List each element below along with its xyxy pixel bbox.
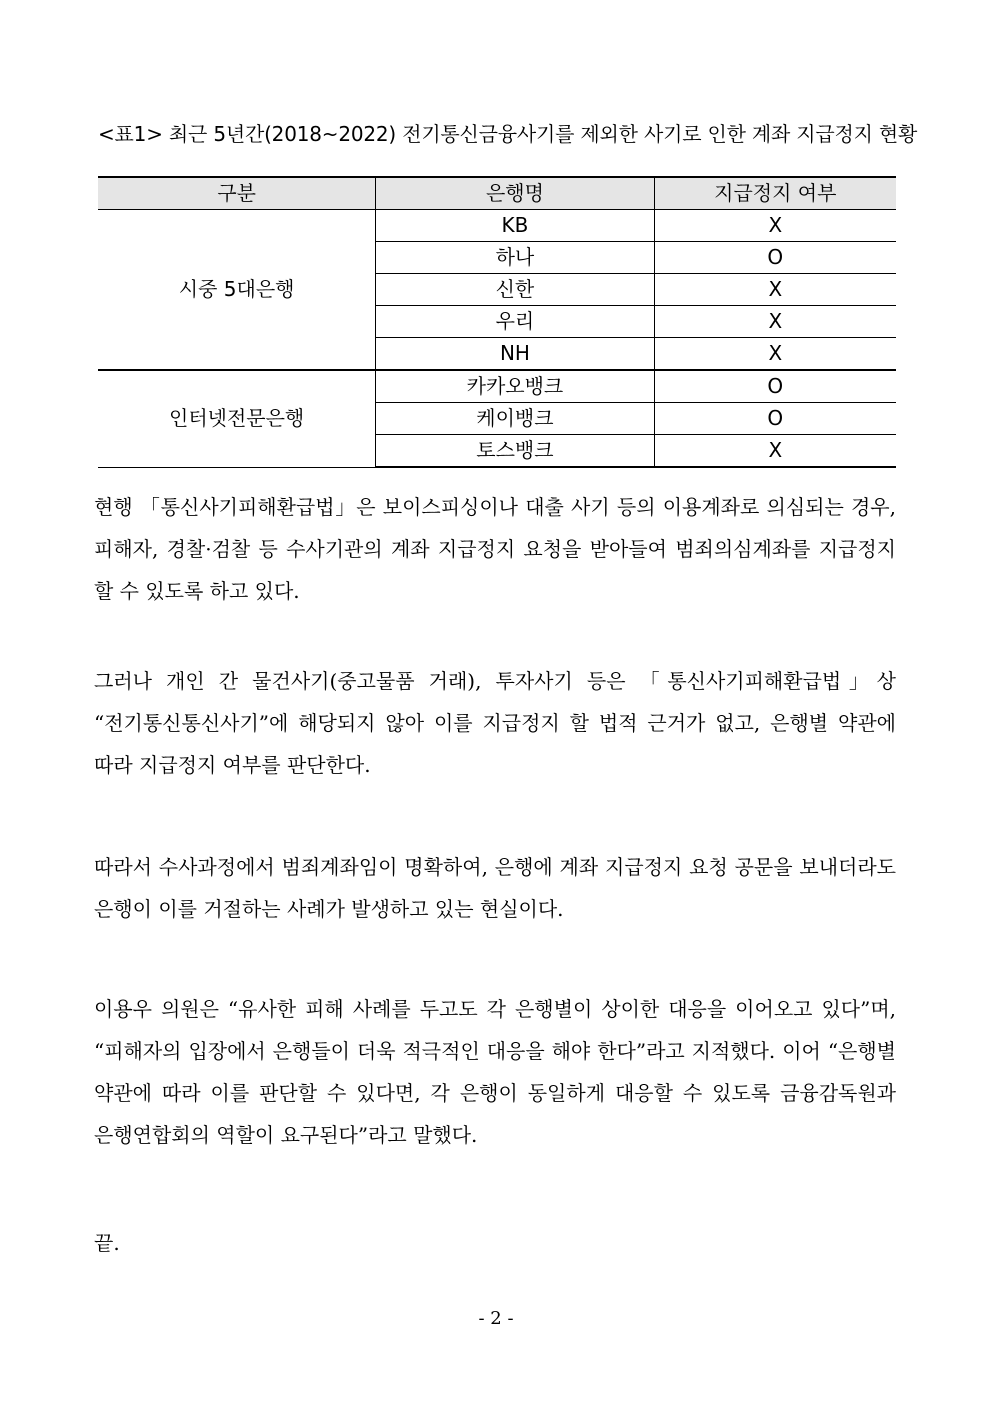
bank-name-cell: 하나 xyxy=(376,242,654,274)
bank-name-cell: KB xyxy=(376,210,654,242)
status-cell: O xyxy=(654,403,896,435)
header-category: 구분 xyxy=(98,177,376,210)
table-row xyxy=(98,370,896,403)
table-header-row xyxy=(98,177,896,210)
status-cell: X xyxy=(654,210,896,242)
status-cell: X xyxy=(654,338,896,371)
header-suspension-status: 지급정지 여부 xyxy=(654,177,896,210)
bank-name-cell: 토스뱅크 xyxy=(376,435,654,468)
status-cell: X xyxy=(654,435,896,468)
table-row xyxy=(98,210,896,242)
header-bank-name: 은행명 xyxy=(376,177,654,210)
page-number: - 2 - xyxy=(478,1308,514,1329)
status-cell: O xyxy=(654,370,896,403)
bank-name-cell: 케이뱅크 xyxy=(376,403,654,435)
bank-name-cell: 신한 xyxy=(376,274,654,306)
paragraph-lawmaker-quote: 이용우 의원은 “유사한 피해 사례를 두고도 각 은행별이 상이한 대응을 이어오고 있다”며, “피해자의 입장에서 은행들이 더욱 적극적인 대응을 해야 한다”라고 지적했다. 이어 “은행별 약관에 따라 이를 판단할 수 있다면, 각 은행이 동일하게 대응할 수 있도록 금융감독원과 은행연합회의 역할이 요구된다”라고 말했다. xyxy=(94,997,896,1147)
account-suspension-table xyxy=(98,176,896,468)
bank-name-cell: 우리 xyxy=(376,306,654,338)
paragraph-current-law: 현행 「통신사기피해환급법」은 보이스피싱이나 대출 사기 등의 이용계좌로 의심되는 경우, 피해자, 경찰·검찰 등 수사기관의 계좌 지급정지 요청을 받아들여 범죄의심계좌를 지급정지 할 수 있도록 하고 있다. xyxy=(94,495,896,603)
group-label-internet-banks: 인터넷전문은행 xyxy=(98,370,376,467)
bank-name-cell: 카카오뱅크 xyxy=(376,370,654,403)
table-caption: <표1> 최근 5년간(2018~2022) 전기통신금융사기를 제외한 사기로 인한 계좌 지급정지 현황 xyxy=(98,122,918,146)
paragraph-refusal-cases: 따라서 수사과정에서 범죄계좌임이 명확하여, 은행에 계좌 지급정지 요청 공문을 보내더라도 은행이 이를 거절하는 사례가 발생하고 있는 현실이다. xyxy=(94,855,896,921)
status-cell: X xyxy=(654,306,896,338)
paragraph-legal-gap: 그러나 개인 간 물건사기(중고물품 거래), 투자사기 등은 「통신사기피해환급법」상 “전기통신통신사기”에 해당되지 않아 이를 지급정지 할 법적 근거가 없고, 은행별 약관에 따라 지급정지 여부를 판단한다. xyxy=(94,669,896,777)
group-label-commercial-banks: 시중 5대은행 xyxy=(98,210,376,371)
bank-name-cell: NH xyxy=(376,338,654,371)
status-cell: X xyxy=(654,274,896,306)
status-cell: O xyxy=(654,242,896,274)
paragraph-end-mark: 끝. xyxy=(94,1231,120,1255)
